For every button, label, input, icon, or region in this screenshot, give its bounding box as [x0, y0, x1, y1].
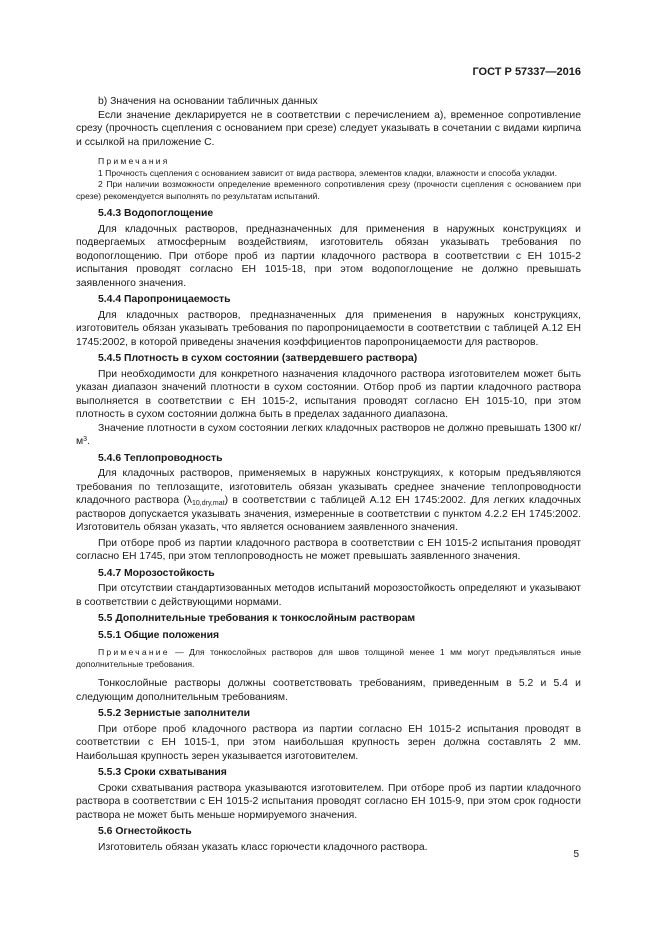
- section-heading-5-5-1: 5.5.1 Общие положения: [98, 629, 220, 641]
- paragraph: Сроки схватывания раствора указываются изготовителем. При отборе проб из партии кладочного раствора в соответствии с ЕН 1015-2 испытания проводят согласно ЕН 1015-9, при этом срок годности раствора не может быть меньше нормируемого значения.: [76, 782, 581, 821]
- section-heading-5-4-3: 5.4.3 Водопоглощение: [98, 208, 214, 219]
- paragraph: Значение плотности в сухом состоянии легких кладочных растворов не должно превышать 1300 $кг/м^3$.: [76, 422, 581, 447]
- page-number: 5: [573, 849, 579, 860]
- note-2: 2 При наличии возможности определение временного сопротивления срезу (прочности сцепления с основанием при срезе) рекомендуется выполнять по результатам испытаний.: [76, 179, 581, 201]
- note: Примечание — Для тонкослойных растворов для швов толщиной менее 1 мм могут предъявляться иные дополнительные требования.: [76, 647, 581, 669]
- paragraph: Если значение декларируется не в соответствии с перечислением а), временное сопротивление срезу (прочность сцепления с основанием при срезе) следует указывать в сочетании с видами кирпича и ссылкой на приложение С.: [76, 109, 581, 148]
- paragraph: Для кладочных растворов, предназначенных для применения в наружных конструкциях, изготовитель обязан указывать требования по паропроницаемости в соответствии с таблицей А.12 ЕН 1745:2002, в которой приведены значения коэффициентов паропроницаемости для растворов.: [76, 309, 581, 348]
- section-heading-5-4-7: 5.4.7 Морозостойкость: [98, 567, 215, 579]
- paragraph: Тонкослойные растворы должны соответствовать требованиям, приведенным в 5.2 и 5.4 и следующим дополнительным требованиям.: [76, 678, 581, 703]
- section-heading-5-6: 5.6 Огнестойкость: [98, 826, 192, 837]
- paragraph: При отборе проб кладочного раствора из партии согласно ЕН 1015-2 испытания проводят в соответствии с ЕН 1015-1, при этом наибольшая крупность зерен должна составлять 2 мм. Наибольшая крупность зерен указывается изготовителем.: [76, 723, 581, 762]
- section-heading-5-5: 5.5 Дополнительные требования к тонкослойным растворам: [98, 613, 416, 624]
- section-heading-5-4-4: 5.4.4 Паропроницаемость: [98, 294, 231, 305]
- paragraph: Изготовитель обязан указать класс горючести кладочного раствора.: [98, 841, 428, 853]
- paragraph: При отсутствии стандартизованных методов испытаний морозостойкость определяют и указывают в соответствии с действующими нормами.: [76, 583, 581, 608]
- paragraph: Для кладочных растворов, применяемых в наружных конструкциях, к которым предъявляются требования по теплозащите, изготовитель обязан указывать среднее значение теплопроводности кладочного раствора $(\lambda_{10,dry,mat})$ в соответствии с таблицей А.12 ЕН 1745:2002. Для легких кладочных растворов допускается указывать значения, измеренные в соответствии с пунктом 4.2.2 ЕН 1745:2002. Изготовитель обязан указать, что является основанием заявленного значения.: [76, 468, 581, 533]
- section-heading-5-5-3: 5.5.3 Сроки схватывания: [98, 767, 227, 778]
- section-heading-5-5-2: 5.5.2 Зернистые заполнители: [98, 708, 250, 719]
- section-heading-5-4-6: 5.4.6 Теплопроводность: [98, 452, 223, 464]
- section-heading-5-4-5: 5.4.5 Плотность в сухом состоянии (затвердевшего раствора): [98, 353, 418, 364]
- paragraph: При отборе проб из партии кладочного раствора в соответствии с ЕН 1015-2 испытания проводят согласно ЕН 1745, при этом теплопроводность не может превышать заявленного значения.: [76, 537, 581, 562]
- list-item-b: b) Значения на основании табличных данных: [98, 96, 318, 107]
- page-content: [76, 95, 581, 854]
- paragraph: Для кладочных растворов, предназначенных для применения в наружных конструкциях и подвергаемых атмосферным воздействиям, изготовитель обязан указывать требования по водопоглощению. При отборе проб из партии кладочного раствора в соответствии с ЕН 1015-2 испытания проводят согласно ЕН 1015-18, при этом водопоглощение не должно превышать заявленного значения.: [76, 223, 581, 289]
- document-id: ГОСТ Р 57337—2016: [472, 66, 581, 78]
- notes-label: Примечания: [98, 156, 170, 166]
- note-1: 1 Прочность сцепления с основанием зависит от вида раствора, элементов кладки, влажности и способа укладки.: [98, 167, 557, 178]
- paragraph: При необходимости для конкретного назначения кладочного раствора изготовителем может быть указан диапазон значений плотности в сухом состоянии. Отбор проб из партии кладочного раствора выполняется в соответствии с ЕН 1015-2, испытания проводят согласно ЕН 1015-10, при этом плотность в сухом состоянии должна быть в пределах заданного диапазона.: [76, 368, 581, 420]
